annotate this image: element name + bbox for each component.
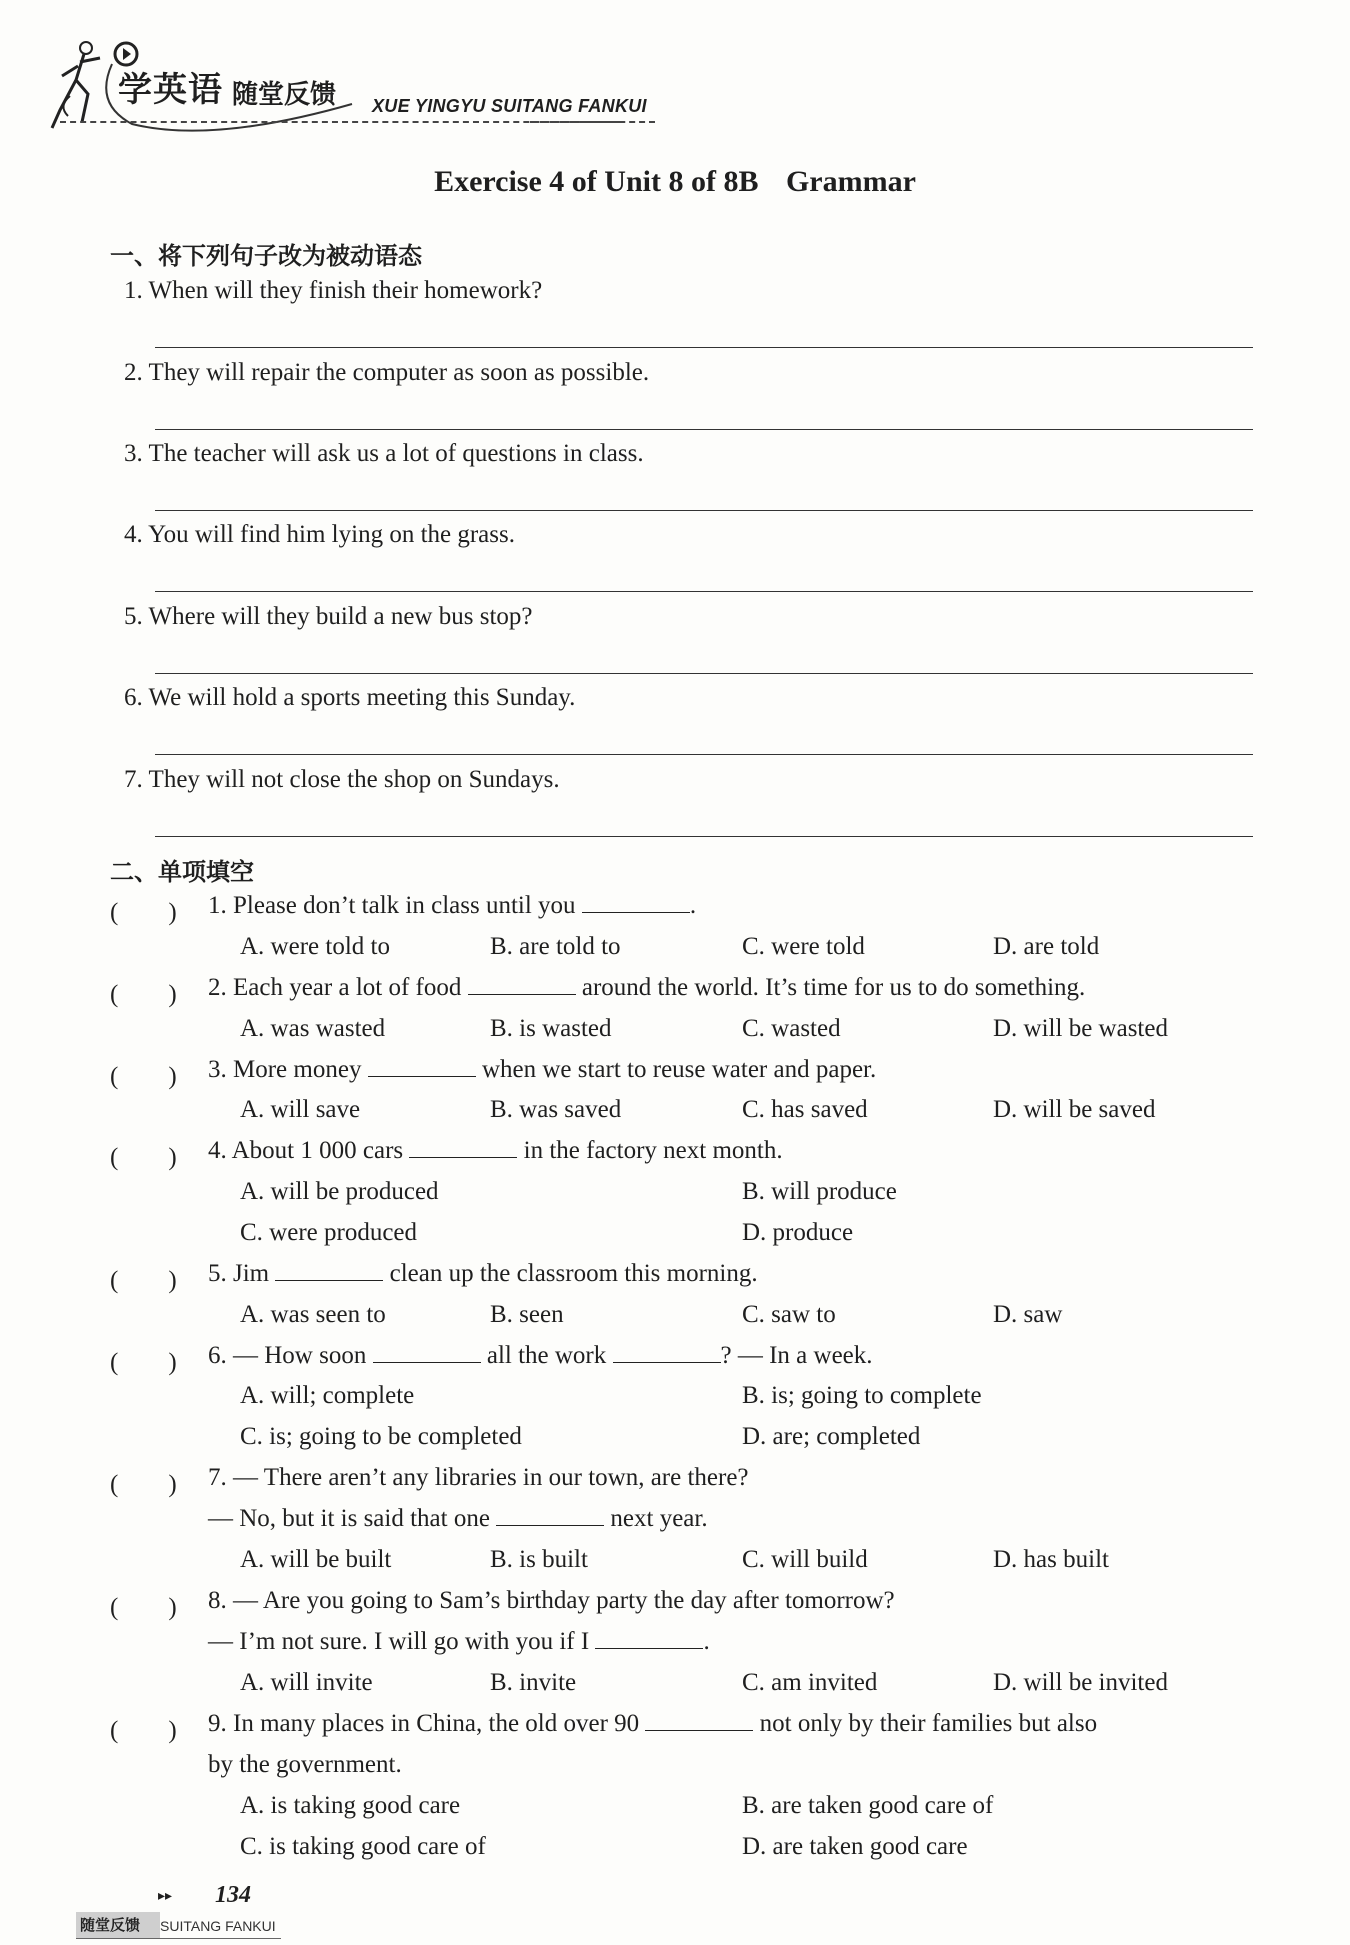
item-stem2-8-part: — I’m not sure. I will go with you if I — [208, 1628, 596, 1655]
option-3-B[interactable]: B. was saved — [490, 1096, 622, 1123]
footer-arrow-icon: ▸▸ — [158, 1888, 173, 1904]
section2-heading: 二、单项填空 — [110, 858, 254, 886]
option-8-D[interactable]: D. will be invited — [993, 1669, 1168, 1696]
option-2-C[interactable]: C. wasted — [742, 1015, 841, 1042]
item-stem-9-part: not only by their families but also — [753, 1710, 1098, 1737]
item-stem-4-part: 4. About 1 000 cars — [208, 1137, 410, 1164]
option-1-D[interactable]: D. are told — [993, 933, 1100, 960]
item-stem-4-part: in the factory next month. — [517, 1137, 783, 1164]
item-stem-5-part: 5. Jim — [208, 1260, 276, 1287]
footer-label-cn: 随堂反馈 — [80, 1916, 141, 1934]
item-stem-9-part: 9. In many places in China, the old over 90 — [208, 1710, 646, 1737]
option-6-D[interactable]: D. are; completed — [742, 1423, 921, 1450]
item-stem-1-part: 1. Please don’t talk in class until you — [208, 892, 582, 919]
item-stem2-7-part: next year. — [604, 1505, 708, 1532]
item-stem-8-part: 8. — Are you going to Sam’s birthday party the day after tomorrow? — [208, 1587, 895, 1614]
item-stem2-8-part: . — [703, 1628, 710, 1655]
question-5: 5. Where will they build a new bus stop? — [124, 603, 533, 630]
item-stem2-9-part: by the government. — [208, 1751, 402, 1778]
option-9-D[interactable]: D. are taken good care — [742, 1833, 968, 1860]
answer-paren-6[interactable]: ( ) — [110, 1349, 177, 1376]
answer-blank[interactable] — [468, 974, 576, 995]
answer-paren-3[interactable]: ( ) — [110, 1063, 177, 1090]
item-stem-5-part: clean up the classroom this morning. — [383, 1260, 758, 1287]
option-6-B[interactable]: B. is; going to complete — [742, 1382, 982, 1409]
answer-paren-2[interactable]: ( ) — [110, 981, 177, 1008]
answer-blank[interactable] — [409, 1137, 517, 1158]
option-7-B[interactable]: B. is built — [490, 1546, 588, 1573]
footer-rule — [76, 1938, 281, 1939]
option-9-A[interactable]: A. is taking good care — [240, 1792, 461, 1819]
page-number: 134 — [215, 1882, 251, 1908]
item-stem-6-part: all the work — [480, 1342, 613, 1369]
option-1-A[interactable]: A. were told to — [240, 933, 390, 960]
item-stem2-8 — [208, 1628, 710, 1656]
item-stem-3 — [208, 1056, 876, 1084]
answer-blank[interactable] — [496, 1505, 604, 1526]
answer-line-1[interactable] — [155, 347, 1253, 348]
answer-blank[interactable] — [613, 1342, 721, 1363]
question-7: 7. They will not close the shop on Sundays. — [124, 766, 560, 793]
item-stem-9 — [208, 1710, 1097, 1738]
option-2-B[interactable]: B. is wasted — [490, 1015, 612, 1042]
answer-line-5[interactable] — [155, 673, 1253, 674]
logo-cn2-text: 随堂反馈 — [232, 80, 337, 110]
option-7-C[interactable]: C. will build — [742, 1546, 868, 1573]
option-4-D[interactable]: D. produce — [742, 1219, 854, 1246]
logo-cn-text: 学英语 — [118, 70, 223, 110]
option-6-C[interactable]: C. is; going to be completed — [240, 1423, 522, 1450]
item-stem-6-part: 6. — How soon — [208, 1342, 373, 1369]
logo-en-text: XUE YINGYU SUITANG FANKUI — [372, 96, 647, 116]
item-stem-3-part: 3. More money — [208, 1056, 368, 1083]
option-5-D[interactable]: D. saw — [993, 1301, 1063, 1328]
option-5-C[interactable]: C. saw to — [742, 1301, 836, 1328]
answer-line-3[interactable] — [155, 510, 1253, 511]
option-1-B[interactable]: B. are told to — [490, 933, 621, 960]
option-5-B[interactable]: B. seen — [490, 1301, 564, 1328]
item-stem-2-part: 2. Each year a lot of food — [208, 974, 468, 1001]
option-4-C[interactable]: C. were produced — [240, 1219, 418, 1246]
question-4: 4. You will find him lying on the grass. — [124, 521, 515, 548]
option-1-C[interactable]: C. were told — [742, 933, 865, 960]
answer-paren-5[interactable]: ( ) — [110, 1267, 177, 1294]
option-6-A[interactable]: A. will; complete — [240, 1382, 415, 1409]
option-5-A[interactable]: A. was seen to — [240, 1301, 386, 1328]
option-4-B[interactable]: B. will produce — [742, 1178, 897, 1205]
title-topic: Grammar — [785, 165, 916, 198]
answer-line-4[interactable] — [155, 591, 1253, 592]
option-8-B[interactable]: B. invite — [490, 1669, 577, 1696]
option-3-A[interactable]: A. will save — [240, 1096, 361, 1123]
answer-line-6[interactable] — [155, 754, 1253, 755]
answer-paren-7[interactable]: ( ) — [110, 1471, 177, 1498]
option-4-A[interactable]: A. will be produced — [240, 1178, 439, 1205]
answer-blank[interactable] — [595, 1628, 703, 1649]
item-stem-4 — [208, 1137, 783, 1165]
answer-paren-8[interactable]: ( ) — [110, 1594, 177, 1621]
option-9-B[interactable]: B. are taken good care of — [742, 1792, 994, 1819]
option-7-A[interactable]: A. will be built — [240, 1546, 392, 1573]
question-1: 1. When will they finish their homework? — [124, 277, 543, 304]
header-divider-right — [530, 121, 655, 123]
item-stem-6-part: ? — In a week. — [720, 1342, 873, 1369]
page-title — [0, 165, 1350, 199]
item-stem2-7 — [208, 1505, 708, 1533]
item-stem-1-part: . — [689, 892, 697, 919]
item-stem-6 — [208, 1342, 873, 1370]
question-6: 6. We will hold a sports meeting this Sunday. — [124, 684, 576, 711]
item-stem-2 — [208, 974, 1085, 1002]
option-3-C[interactable]: C. has saved — [742, 1096, 868, 1123]
item-stem-5 — [208, 1260, 758, 1288]
answer-line-2[interactable] — [155, 429, 1253, 430]
footer-label-en: SUITANG FANKUI — [160, 1918, 276, 1934]
question-2: 2. They will repair the computer as soon as possible. — [124, 359, 650, 386]
answer-blank[interactable] — [368, 1056, 476, 1077]
answer-blank[interactable] — [275, 1260, 383, 1281]
answer-blank[interactable] — [645, 1710, 753, 1731]
option-8-A[interactable]: A. will invite — [240, 1669, 373, 1696]
answer-paren-4[interactable]: ( ) — [110, 1144, 177, 1171]
option-2-D[interactable]: D. will be wasted — [993, 1015, 1168, 1042]
option-2-A[interactable]: A. was wasted — [240, 1015, 386, 1042]
item-stem2-7-part: — No, but it is said that one — [208, 1505, 497, 1532]
item-stem-7 — [208, 1464, 749, 1492]
answer-paren-9[interactable]: ( ) — [110, 1717, 177, 1744]
answer-line-7[interactable] — [155, 836, 1253, 837]
option-8-C[interactable]: C. am invited — [742, 1669, 878, 1696]
section1-heading: 一、将下列句子改为被动语态 — [110, 242, 422, 270]
option-3-D[interactable]: D. will be saved — [993, 1096, 1156, 1123]
question-3: 3. The teacher will ask us a lot of questions in class. — [124, 440, 644, 467]
option-9-C[interactable]: C. is taking good care of — [240, 1833, 486, 1860]
item-stem-2-part: around the world. It’s time for us to do something. — [575, 974, 1086, 1001]
answer-blank[interactable] — [373, 1342, 481, 1363]
item-stem-8 — [208, 1587, 895, 1615]
answer-paren-1[interactable]: ( ) — [110, 899, 177, 926]
item-stem-3-part: when we start to reuse water and paper. — [475, 1056, 877, 1083]
item-stem-1 — [208, 892, 696, 920]
item-stem-7-part: 7. — There aren’t any libraries in our town, are there? — [208, 1464, 749, 1491]
item-stem2-9 — [208, 1751, 402, 1779]
title-exercise: Exercise 4 of Unit 8 of 8B — [434, 165, 759, 198]
option-7-D[interactable]: D. has built — [993, 1546, 1109, 1573]
answer-blank[interactable] — [582, 892, 690, 913]
